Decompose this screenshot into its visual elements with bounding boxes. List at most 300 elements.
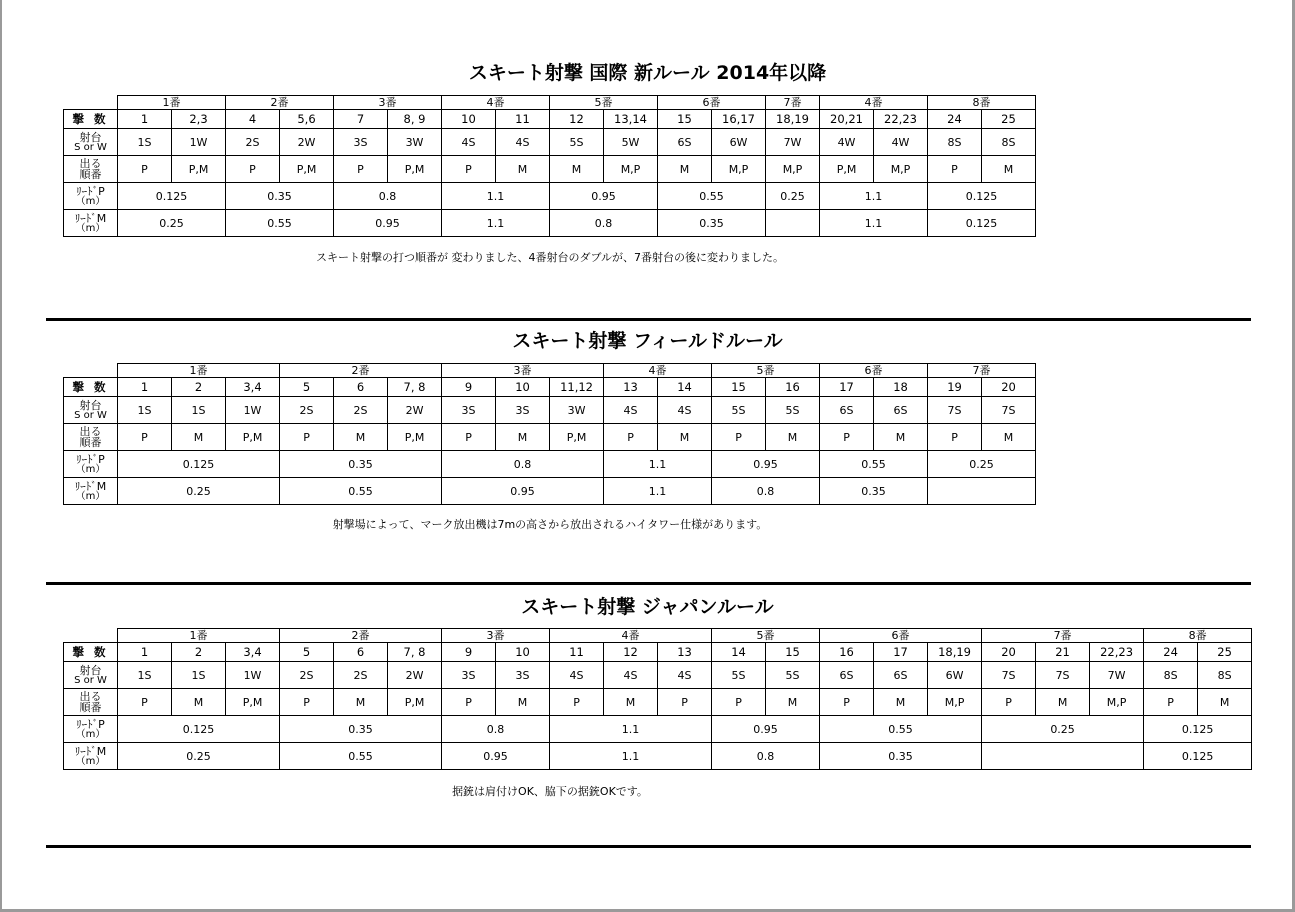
lead-m-row-label: [64, 210, 118, 237]
shoot-number-row: [64, 378, 1036, 397]
station-header-cell: 6番: [820, 364, 928, 378]
lead-p-row-cell: 1.1: [820, 183, 928, 210]
row-label-subtext: S or W: [74, 141, 107, 153]
station-header-cell: 7番: [928, 364, 1036, 378]
lead-m-row-cell: 0.8: [712, 478, 820, 505]
stand-row-cell: 7S: [982, 397, 1036, 424]
stand-row-cell: 2S: [280, 397, 334, 424]
row-label-text: 撃 数: [72, 379, 109, 394]
section-1-title: スキート射撃 国際 新ルール 2014年以降: [468, 62, 827, 84]
corner-cell: [64, 364, 118, 378]
lead-m-row-cell: 0.95: [442, 743, 550, 770]
order-row-cell: P: [118, 424, 172, 451]
lead-p-row-cell: 1.1: [550, 716, 712, 743]
row-label-subtext: （m）: [75, 195, 106, 207]
lead-m-row-cell: 0.35: [820, 743, 982, 770]
shoot-number-row-cell: 15: [658, 110, 712, 129]
row-label-text: 射台: [79, 663, 102, 677]
lead-m-row: [64, 478, 1036, 505]
station-header-cell: 3番: [442, 629, 550, 643]
stand-row-cell: 2W: [388, 662, 442, 689]
row-label-subtext: S or W: [74, 674, 107, 686]
stand-row-cell: 7S: [1036, 662, 1090, 689]
station-header-cell: 4番: [820, 96, 928, 110]
order-row-cell: M: [982, 156, 1036, 183]
shoot-number-row-label: [64, 110, 118, 129]
row-label-subtext: 順番: [79, 701, 102, 714]
row-label-subtext: 順番: [79, 168, 102, 181]
shoot-number-row-cell: 10: [496, 378, 550, 397]
order-row-cell: M,P: [766, 156, 820, 183]
order-row-cell: P,M: [388, 689, 442, 716]
shoot-number-row-cell: 13: [658, 643, 712, 662]
stand-row-cell: 6S: [820, 397, 874, 424]
shoot-number-row-cell: 24: [928, 110, 982, 129]
stand-row-cell: 2S: [334, 397, 388, 424]
lead-m-row: [64, 743, 1252, 770]
shoot-number-row-cell: 25: [1198, 643, 1252, 662]
stand-row-cell: 1S: [172, 662, 226, 689]
stand-row-cell: 4S: [658, 662, 712, 689]
lead-p-row: [64, 716, 1252, 743]
shoot-number-row-cell: 5: [280, 378, 334, 397]
shoot-number-row-cell: 16,17: [712, 110, 766, 129]
stand-row-cell: 5S: [712, 662, 766, 689]
stand-row-cell: 4S: [658, 397, 712, 424]
shoot-number-row-cell: 18: [874, 378, 928, 397]
shoot-number-row-cell: 10: [496, 643, 550, 662]
lead-p-row: [64, 183, 1036, 210]
order-row-cell: M: [172, 424, 226, 451]
order-row-cell: M: [334, 424, 388, 451]
stand-row-cell: 6S: [658, 129, 712, 156]
row-label-text: 射台: [79, 130, 102, 144]
lead-p-row-cell: 0.8: [442, 451, 604, 478]
shoot-number-row-cell: 22,23: [1090, 643, 1144, 662]
station-header-row: [64, 364, 1036, 378]
lead-m-row-cell: 0.25: [118, 743, 280, 770]
order-row-cell: P: [982, 689, 1036, 716]
order-row-cell: P,M: [226, 424, 280, 451]
stand-row-label: [64, 129, 118, 156]
section-3-table: [63, 628, 1252, 770]
stand-row-cell: 3S: [442, 397, 496, 424]
order-row-cell: M: [1036, 689, 1090, 716]
stand-row-cell: 6S: [874, 397, 928, 424]
stand-row-cell: 6W: [928, 662, 982, 689]
order-row-cell: P: [712, 689, 766, 716]
lead-p-row-cell: 0.95: [550, 183, 658, 210]
order-row-cell: P: [1144, 689, 1198, 716]
row-label-text: ﾘｰﾄﾞM: [74, 211, 107, 225]
station-header-cell: 4番: [442, 96, 550, 110]
lead-m-row-cell: 0.55: [280, 743, 442, 770]
order-row-label: [64, 689, 118, 716]
stand-row-cell: 1W: [172, 129, 226, 156]
shoot-number-row-cell: 6: [334, 643, 388, 662]
order-row-cell: P: [442, 689, 496, 716]
section-divider: [46, 582, 1251, 585]
shoot-number-row-cell: 15: [712, 378, 766, 397]
order-row-cell: P: [280, 689, 334, 716]
lead-p-row-cell: 1.1: [442, 183, 550, 210]
row-label-subtext: （m）: [75, 222, 106, 234]
stand-row-cell: 1S: [118, 662, 172, 689]
station-header-row: [64, 96, 1036, 110]
lead-p-row-cell: 0.95: [712, 716, 820, 743]
shoot-number-row-cell: 11,12: [550, 378, 604, 397]
order-row-cell: P: [820, 689, 874, 716]
stand-row-cell: 4S: [550, 662, 604, 689]
order-row-cell: M: [550, 156, 604, 183]
shoot-number-row-cell: 25: [982, 110, 1036, 129]
order-row-cell: P,M: [820, 156, 874, 183]
station-header-cell: 8番: [928, 96, 1036, 110]
shoot-number-row-cell: 2: [172, 643, 226, 662]
lead-p-row-cell: 0.125: [118, 183, 226, 210]
shoot-number-row-cell: 2,3: [172, 110, 226, 129]
order-row-cell: P,M: [172, 156, 226, 183]
stand-row-cell: 6W: [712, 129, 766, 156]
shoot-number-row-cell: 21: [1036, 643, 1090, 662]
section-divider: [46, 845, 1251, 848]
section-1-note: スキート射撃の打つ順番が 変わりました、4番射台のダブルが、7番射台の後に変わりました。: [315, 251, 785, 264]
order-row-cell: M,P: [604, 156, 658, 183]
stand-row-cell: 4S: [442, 129, 496, 156]
stand-row-cell: 5S: [712, 397, 766, 424]
order-row-cell: M: [496, 689, 550, 716]
lead-m-row-label: [64, 478, 118, 505]
stand-row-cell: 7W: [1090, 662, 1144, 689]
lead-p-row-cell: 0.8: [442, 716, 550, 743]
row-label-text: 撃 数: [72, 644, 109, 659]
lead-m-row-cell: 0.95: [442, 478, 604, 505]
stand-row: [64, 662, 1252, 689]
order-row-cell: M: [334, 689, 388, 716]
order-row-cell: P,M: [388, 156, 442, 183]
shoot-number-row-label: [64, 643, 118, 662]
lead-p-row-label: [64, 451, 118, 478]
station-header-cell: 1番: [118, 364, 280, 378]
lead-p-row-cell: 0.8: [334, 183, 442, 210]
row-label-text: ﾘｰﾄﾞM: [74, 479, 107, 493]
order-row-cell: M,P: [712, 156, 766, 183]
station-header-cell: 5番: [550, 96, 658, 110]
row-label-subtext: （m）: [75, 728, 106, 740]
stand-row-cell: 4S: [604, 397, 658, 424]
stand-row-cell: 2S: [334, 662, 388, 689]
order-row-cell: M: [982, 424, 1036, 451]
station-header-cell: 4番: [604, 364, 712, 378]
lead-p-row-cell: 0.125: [1144, 716, 1252, 743]
station-header-cell: 1番: [118, 629, 280, 643]
shoot-number-row-cell: 14: [712, 643, 766, 662]
stand-row-label: [64, 662, 118, 689]
stand-row-cell: 4S: [604, 662, 658, 689]
shoot-number-row-cell: 12: [550, 110, 604, 129]
order-row-cell: M: [658, 424, 712, 451]
lead-p-row: [64, 451, 1036, 478]
stand-row-cell: 3W: [550, 397, 604, 424]
lead-p-row-cell: 0.95: [712, 451, 820, 478]
shoot-number-row-cell: 9: [442, 643, 496, 662]
shoot-number-row-cell: 15: [766, 643, 820, 662]
shoot-number-row-cell: 6: [334, 378, 388, 397]
lead-m-row-cell: 0.8: [550, 210, 658, 237]
order-row: [64, 424, 1036, 451]
lead-p-row-cell: 0.55: [820, 451, 928, 478]
stand-row-cell: 5S: [766, 397, 820, 424]
lead-p-row-cell: 0.55: [658, 183, 766, 210]
lead-m-row-cell: 0.125: [1144, 743, 1252, 770]
lead-m-row-cell: [982, 743, 1144, 770]
page-frame-left: [0, 0, 2, 912]
lead-m-row-cell: [928, 478, 1036, 505]
shoot-number-row-cell: 20,21: [820, 110, 874, 129]
section-1-table: [63, 95, 1036, 237]
shoot-number-row-cell: 11: [550, 643, 604, 662]
stand-row-cell: 4W: [820, 129, 874, 156]
station-header-cell: 4番: [550, 629, 712, 643]
shoot-number-row-cell: 1: [118, 110, 172, 129]
shoot-number-row-cell: 1: [118, 643, 172, 662]
station-header-cell: 6番: [658, 96, 766, 110]
lead-m-row-cell: 0.25: [118, 210, 226, 237]
shoot-number-row-cell: 19: [928, 378, 982, 397]
lead-p-row-label: [64, 716, 118, 743]
row-label-text: 撃 数: [72, 111, 109, 126]
shoot-number-row-cell: 22,23: [874, 110, 928, 129]
lead-m-row-cell: 0.125: [928, 210, 1036, 237]
stand-row-cell: 1W: [226, 662, 280, 689]
station-header-cell: 1番: [118, 96, 226, 110]
lead-p-row-cell: 0.125: [118, 451, 280, 478]
order-row-cell: M: [874, 424, 928, 451]
order-row-cell: P,M: [388, 424, 442, 451]
station-header-row: [64, 629, 1252, 643]
shoot-number-row-cell: 16: [766, 378, 820, 397]
order-row-cell: M,P: [928, 689, 982, 716]
shoot-number-row-label: [64, 378, 118, 397]
lead-m-row: [64, 210, 1036, 237]
order-row-cell: P,M: [550, 424, 604, 451]
lead-p-row-cell: 0.25: [982, 716, 1144, 743]
order-row-cell: P,M: [226, 689, 280, 716]
lead-m-row-cell: [766, 210, 820, 237]
lead-m-row-cell: 1.1: [550, 743, 712, 770]
order-row-label: [64, 424, 118, 451]
order-row-cell: P: [550, 689, 604, 716]
station-header-cell: 3番: [442, 364, 604, 378]
stand-row-cell: 6S: [874, 662, 928, 689]
shoot-number-row: [64, 110, 1036, 129]
stand-row-cell: 1S: [172, 397, 226, 424]
order-row-cell: P: [226, 156, 280, 183]
row-label-text: 射台: [79, 398, 102, 412]
stand-row-cell: 2W: [388, 397, 442, 424]
order-row-cell: P: [118, 156, 172, 183]
shoot-number-row-cell: 10: [442, 110, 496, 129]
station-header-cell: 7番: [766, 96, 820, 110]
row-label-text: ﾘｰﾄﾞP: [76, 717, 105, 731]
lead-p-row-cell: 1.1: [604, 451, 712, 478]
order-row-cell: M: [496, 156, 550, 183]
stand-row-cell: 2S: [226, 129, 280, 156]
shoot-number-row-cell: 12: [604, 643, 658, 662]
order-row-cell: P: [118, 689, 172, 716]
stand-row-cell: 7W: [766, 129, 820, 156]
lead-m-row-cell: 1.1: [442, 210, 550, 237]
shoot-number-row-cell: 20: [982, 643, 1036, 662]
lead-p-row-cell: 0.55: [820, 716, 982, 743]
order-row-cell: P: [820, 424, 874, 451]
order-row-cell: P: [658, 689, 712, 716]
order-row-cell: M: [874, 689, 928, 716]
lead-p-row-cell: 0.25: [766, 183, 820, 210]
shoot-number-row-cell: 17: [874, 643, 928, 662]
station-header-cell: 8番: [1144, 629, 1252, 643]
section-3-title: スキート射撃 ジャパンルール: [521, 596, 774, 618]
stand-row-cell: 7S: [928, 397, 982, 424]
lead-m-row-label: [64, 743, 118, 770]
row-label-subtext: （m）: [75, 463, 106, 475]
shoot-number-row-cell: 7, 8: [388, 378, 442, 397]
lead-p-row-cell: 0.35: [280, 451, 442, 478]
shoot-number-row-cell: 16: [820, 643, 874, 662]
section-2-note: 射撃場によって、マーク放出機は7mの高さから放出されるハイタワー仕様があります。: [332, 518, 768, 531]
lead-p-row-cell: 0.25: [928, 451, 1036, 478]
row-label-text: 出る: [79, 690, 102, 703]
lead-m-row-cell: 0.35: [820, 478, 928, 505]
lead-p-row-label: [64, 183, 118, 210]
station-header-cell: 2番: [280, 364, 442, 378]
stand-row-cell: 3S: [442, 662, 496, 689]
stand-row-cell: 6S: [820, 662, 874, 689]
order-row-cell: M: [766, 689, 820, 716]
shoot-number-row-cell: 14: [658, 378, 712, 397]
lead-p-row-cell: 0.35: [226, 183, 334, 210]
shoot-number-row-cell: 4: [226, 110, 280, 129]
lead-m-row-cell: 0.55: [226, 210, 334, 237]
stand-row-cell: 8S: [982, 129, 1036, 156]
shoot-number-row: [64, 643, 1252, 662]
stand-row-cell: 1W: [226, 397, 280, 424]
stand-row-cell: 1S: [118, 129, 172, 156]
order-row-label: [64, 156, 118, 183]
row-label-subtext: 順番: [79, 436, 102, 449]
shoot-number-row-cell: 3,4: [226, 643, 280, 662]
shoot-number-row-cell: 20: [982, 378, 1036, 397]
lead-p-row-cell: 0.35: [280, 716, 442, 743]
stand-row: [64, 397, 1036, 424]
shoot-number-row-cell: 2: [172, 378, 226, 397]
stand-row-cell: 2W: [280, 129, 334, 156]
stand-row-cell: 8S: [928, 129, 982, 156]
shoot-number-row-cell: 5: [280, 643, 334, 662]
stand-row-cell: 3S: [334, 129, 388, 156]
order-row-cell: M: [172, 689, 226, 716]
section-3-note: 据銃は肩付けOK、脇下の据銃OKです。: [452, 785, 648, 798]
row-label-subtext: S or W: [74, 409, 107, 421]
order-row-cell: P: [712, 424, 766, 451]
stand-row-label: [64, 397, 118, 424]
shoot-number-row-cell: 5,6: [280, 110, 334, 129]
stand-row-cell: 7S: [982, 662, 1036, 689]
stand-row-cell: 1S: [118, 397, 172, 424]
lead-m-row-cell: 0.25: [118, 478, 280, 505]
order-row-cell: M: [496, 424, 550, 451]
stand-row-cell: 5S: [766, 662, 820, 689]
station-header-cell: 5番: [712, 364, 820, 378]
station-header-cell: 7番: [982, 629, 1144, 643]
order-row-cell: M: [604, 689, 658, 716]
row-label-text: ﾘｰﾄﾞP: [76, 184, 105, 198]
shoot-number-row-cell: 18,19: [766, 110, 820, 129]
shoot-number-row-cell: 11: [496, 110, 550, 129]
order-row-cell: P,M: [280, 156, 334, 183]
station-header-cell: 3番: [334, 96, 442, 110]
lead-m-row-cell: 0.95: [334, 210, 442, 237]
shoot-number-row-cell: 17: [820, 378, 874, 397]
shoot-number-row-cell: 13: [604, 378, 658, 397]
order-row-cell: M: [658, 156, 712, 183]
stand-row-cell: 8S: [1144, 662, 1198, 689]
order-row-cell: M,P: [874, 156, 928, 183]
order-row-cell: P: [442, 156, 496, 183]
station-header-cell: 2番: [280, 629, 442, 643]
row-label-subtext: （m）: [75, 755, 106, 767]
row-label-text: 出る: [79, 157, 102, 170]
stand-row-cell: 8S: [1198, 662, 1252, 689]
shoot-number-row-cell: 7, 8: [388, 643, 442, 662]
shoot-number-row-cell: 8, 9: [388, 110, 442, 129]
order-row-cell: M: [766, 424, 820, 451]
row-label-text: ﾘｰﾄﾞM: [74, 744, 107, 758]
shoot-number-row-cell: 1: [118, 378, 172, 397]
stand-row-cell: 4S: [496, 129, 550, 156]
shoot-number-row-cell: 13,14: [604, 110, 658, 129]
order-row-cell: P: [928, 424, 982, 451]
order-row-cell: M: [1198, 689, 1252, 716]
order-row-cell: P: [928, 156, 982, 183]
lead-m-row-cell: 0.35: [658, 210, 766, 237]
section-2-title: スキート射撃 フィールドルール: [512, 330, 783, 352]
stand-row-cell: 3S: [496, 662, 550, 689]
shoot-number-row-cell: 24: [1144, 643, 1198, 662]
shoot-number-row-cell: 3,4: [226, 378, 280, 397]
station-header-cell: 2番: [226, 96, 334, 110]
order-row-cell: P: [442, 424, 496, 451]
row-label-text: ﾘｰﾄﾞP: [76, 452, 105, 466]
station-header-cell: 6番: [820, 629, 982, 643]
lead-m-row-cell: 1.1: [820, 210, 928, 237]
section-2-table: [63, 363, 1036, 505]
shoot-number-row-cell: 7: [334, 110, 388, 129]
section-divider: [46, 318, 1251, 321]
stand-row-cell: 4W: [874, 129, 928, 156]
order-row: [64, 156, 1036, 183]
stand-row-cell: 3W: [388, 129, 442, 156]
stand-row-cell: 5W: [604, 129, 658, 156]
order-row-cell: P: [334, 156, 388, 183]
corner-cell: [64, 629, 118, 643]
row-label-text: 出る: [79, 425, 102, 438]
lead-m-row-cell: 0.8: [712, 743, 820, 770]
stand-row: [64, 129, 1036, 156]
lead-p-row-cell: 0.125: [928, 183, 1036, 210]
stand-row-cell: 3S: [496, 397, 550, 424]
station-header-cell: 5番: [712, 629, 820, 643]
